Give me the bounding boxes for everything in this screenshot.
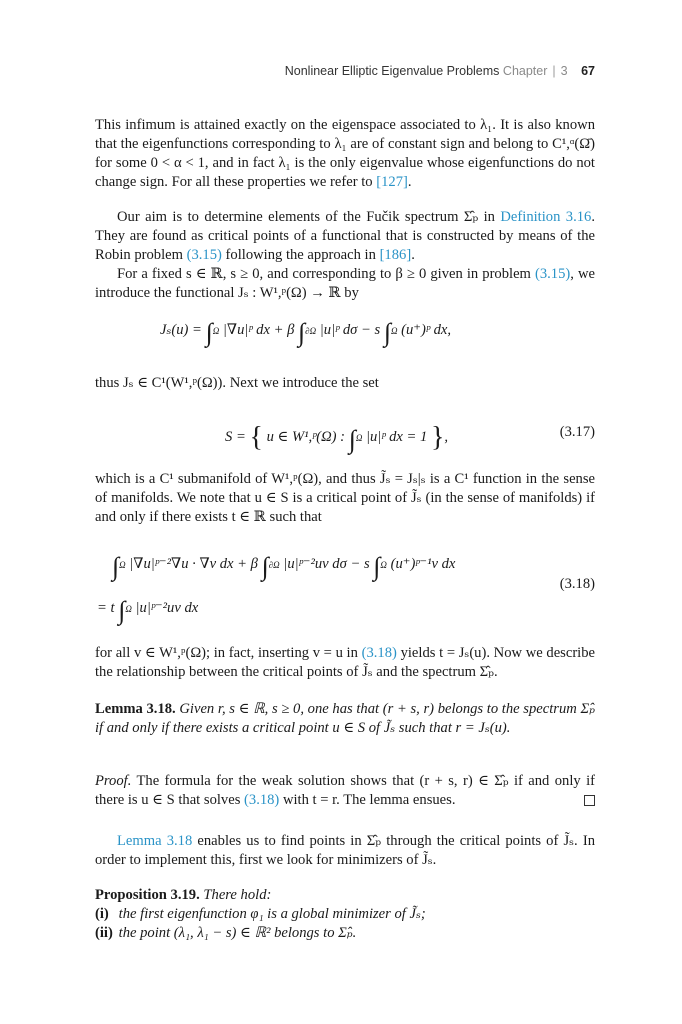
qed-square-icon xyxy=(584,795,595,806)
equation-js: Jₛ(u) = ∫Ω |∇u|ᵖ dx + β ∫∂Ω |u|ᵖ dσ − s ∫Ω (u⁺)ᵖ dx, xyxy=(160,318,452,347)
proposition-3-19: Proposition 3.19. There hold: (i) the first eigenfunction φ₁ is a global minimizer of J̃ₛ; (ii) the point (λ₁, λ₁ − s) ∈ ℝ² belongs to Σ̂ₚ. xyxy=(95,886,595,943)
running-header: Nonlinear Elliptic Eigenvalue Problems Chapter | 3 67 xyxy=(284,64,595,78)
equation-s: S = { u ∈ W¹,ᵖ(Ω) : ∫Ω |u|ᵖ dx = 1 }, xyxy=(225,422,449,454)
header-title: Nonlinear Elliptic Eigenvalue Problems xyxy=(284,64,500,78)
equation-number-3-18: (3.18) xyxy=(559,576,595,592)
link-eq-3-15[interactable]: (3.15) xyxy=(186,247,222,263)
lemma-label: Lemma 3.18. xyxy=(95,701,176,717)
header-chapter-number: 3 xyxy=(560,64,568,78)
proposition-item-ii: (ii) the point (λ₁, λ₁ − s) ∈ ℝ² belongs to Σ̂ₚ. xyxy=(95,925,357,941)
lemma-text: Given r, s ∈ ℝ, s ≥ 0, one has that (r + s, r) belongs to the spectrum Σ̂ₚ if and only if there exists a critical point u ∈ S of J̃ₛ such that r = Jₛ(u). xyxy=(95,701,595,736)
link-eq-3-18[interactable]: (3.18) xyxy=(361,645,397,661)
link-eq-3-15b[interactable]: (3.15) xyxy=(534,266,571,282)
proposition-label: Proposition 3.19. xyxy=(95,887,200,903)
paragraph-5: for all v ∈ W¹,ᵖ(Ω); in fact, inserting v = u in (3.18) yields t = Jₛ(u). Now we describe the relationship between the critical points of J̃ₛ and the spectrum Σ̂ₚ. xyxy=(95,645,596,680)
header-chapter: Chapter xyxy=(502,64,548,78)
proof: Proof. The formula for the weak solution shows that (r + s, r) ∈ Σ̂ₚ if and only if there is u ∈ S that solves (3.18) with t = r. The lemma ensues. xyxy=(95,773,595,808)
citation-186[interactable]: [186] xyxy=(379,247,412,263)
equation-critical-line-1: ∫Ω |∇u|ᵖ⁻²∇u · ∇v dx + β ∫∂Ω |u|ᵖ⁻²uv dσ − s ∫Ω (u⁺)ᵖ⁻¹v dx xyxy=(112,552,456,581)
lemma-3-18 xyxy=(95,700,595,738)
paragraph-3: thus Jₛ ∈ C¹(W¹,ᵖ(Ω)). Next we introduce the set xyxy=(95,375,379,391)
page-number: 67 xyxy=(581,64,595,78)
link-eq-3-18b[interactable]: (3.18) xyxy=(244,792,280,808)
link-lemma-3-18[interactable]: Lemma 3.18 xyxy=(117,833,193,849)
paragraph-2: Our aim is to determine elements of the Fučik spectrum Σ̂ₚ in Definition 3.16. They are found as critical points of a functional that is constructed by means of the Robin problem (3.15) following the approach in [186]. For a fixed s ∈ ℝ, s ≥ 0, and corresponding to β ≥ 0 given in problem (3.15), we introduce the functional Jₛ : W¹,ᵖ(Ω) → ℝ by xyxy=(95,209,595,301)
paragraph-6: Lemma 3.18 enables us to find points in Σ̂ₚ through the critical points of J̃ₛ. In order to implement this, first we look for minimizers of J̃ₛ. xyxy=(95,833,595,868)
paragraph-1: This infimum is attained exactly on the eigenspace associated to λ₁. It is also known that the eigenfunctions corresponding to λ₁ are of constant sign and belong to C¹,ᵅ(Ω̄) for some 0 < α < 1, and in fact λ₁ is the only eigenvalue whose eigenfunctions do not change sign. For all these properties we refer to [127]. xyxy=(95,117,595,190)
proposition-item-i: (i) the first eigenfunction φ₁ is a global minimizer of J̃ₛ; xyxy=(95,906,426,922)
equation-number-3-17: (3.17) xyxy=(559,424,595,440)
link-definition-3-16[interactable]: Definition 3.16 xyxy=(500,209,592,225)
citation-127[interactable]: [127] xyxy=(376,174,408,190)
paragraph-4: which is a C¹ submanifold of W¹,ᵖ(Ω), and thus J̃ₛ = Jₛ|ₛ is a C¹ function in the sense of manifolds. We note that u ∈ S is a critical point of J̃ₛ (in the sense of manifolds) if and only if there exists t ∈ ℝ such that xyxy=(95,471,595,525)
proof-label: Proof. xyxy=(95,773,132,789)
equation-critical-line-2: = t ∫Ω |u|ᵖ⁻²uv dx xyxy=(97,596,199,625)
